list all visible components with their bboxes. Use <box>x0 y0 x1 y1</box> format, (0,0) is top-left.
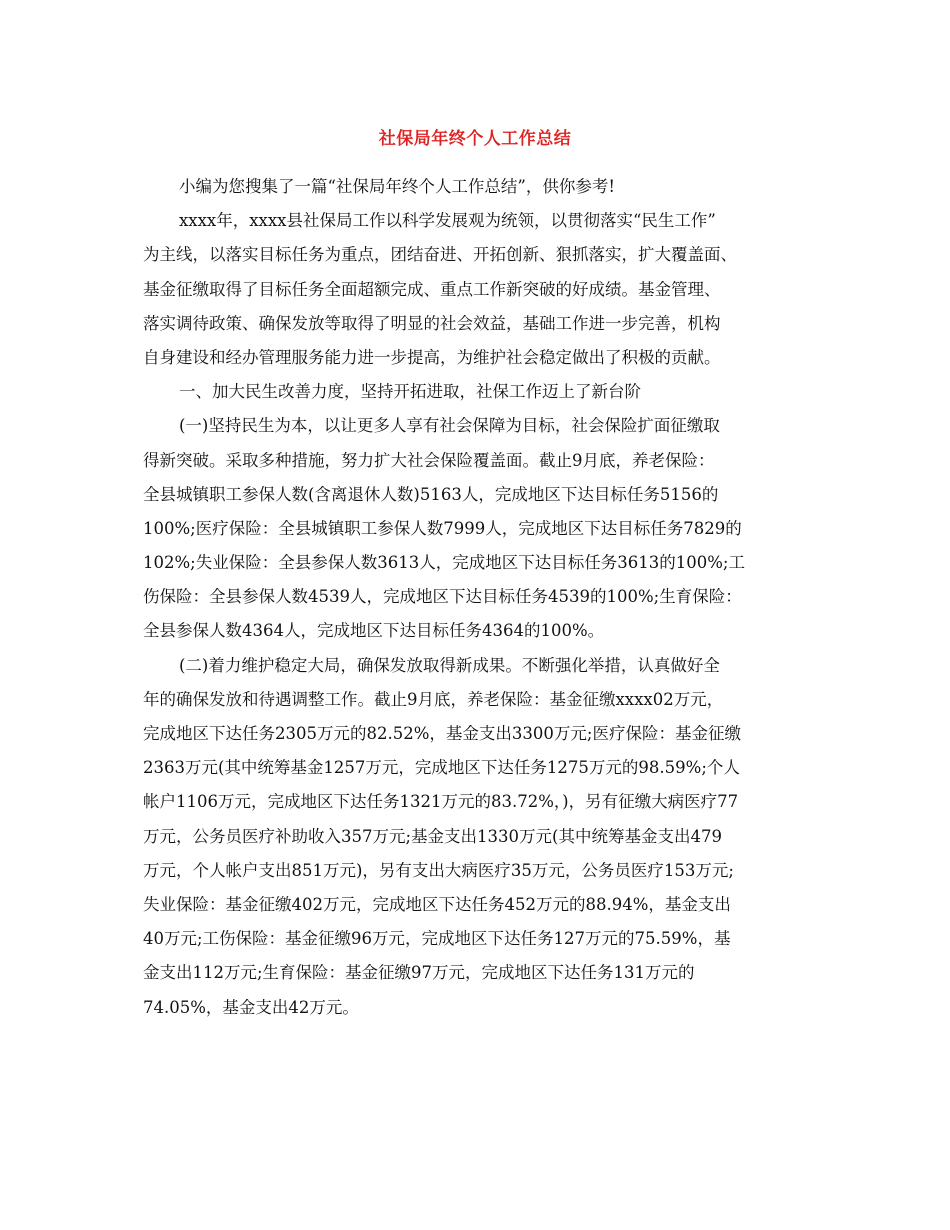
text-line: (一)坚持民生为本，以让更多人享有社会保障为目标，社会保险扩面征缴取 <box>179 416 720 436</box>
text-line: 自身建设和经办管理服务能力进一步提高，为维护社会稳定做出了积极的贡献。 <box>143 347 721 367</box>
text-line: 年的确保发放和待遇调整工作。截止9月底，养老保险：基金征缴xxxx02万元， <box>143 689 724 709</box>
text-line: 2363万元(其中统筹基金1257万元，完成地区下达任务1275万元的98.59%;个人 <box>143 758 740 778</box>
text-line: 40万元;工伤保险：基金征缴96万元，完成地区下达任务127万元的75.59%，基 <box>143 929 731 949</box>
text-line: 落实调待政策、确保发放等取得了明显的社会效益，基础工作进一步完善，机构 <box>143 313 721 333</box>
document-body <box>143 170 808 1025</box>
text-line: 100%;医疗保险：全县城镇职工参保人数7999人，完成地区下达目标任务7829的 <box>143 518 742 538</box>
document-title: 社保局年终个人工作总结 <box>378 129 572 149</box>
text-line: 74.05%，基金支出42万元。 <box>143 997 359 1017</box>
text-line: 全县参保人数4364人，完成地区下达目标任务4364的100%。 <box>143 621 605 641</box>
text-line: 得新突破。采取多种措施，努力扩大社会保险覆盖面。截止9月底，养老保险： <box>143 450 715 470</box>
text-line: 为主线，以落实目标任务为重点，团结奋进、开拓创新、狠抓落实，扩大覆盖面、 <box>143 245 737 265</box>
text-line: 小编为您搜集了一篇“社保局年终个人工作总结”，供你参考! <box>179 177 616 196</box>
text-line: 金支出112万元;生育保险：基金征缴97万元，完成地区下达任务131万元的 <box>143 963 695 983</box>
text-line: 完成地区下达任务2305万元的82.52%，基金支出3300万元;医疗保险：基金征缴 <box>143 724 741 743</box>
text-line: (二)着力维护稳定大局，确保发放取得新成果。不断强化举措，认真做好全 <box>179 655 720 675</box>
text-line: 102%;失业保险：全县参保人数3613人，完成地区下达目标任务3613的100%;工 <box>143 553 745 573</box>
text-line: 万元，个人帐户支出851万元)，另有支出大病医疗35万元，公务员医疗153万元; <box>143 860 734 880</box>
text-line: 伤保险：全县参保人数4539人，完成地区下达目标任务4539的100%;生育保险： <box>143 587 742 607</box>
text-line: 一、加大民生改善力度，坚持开拓进取，社保工作迈上了新台阶 <box>179 382 641 402</box>
text-line: xxxx年，xxxx县社保局工作以科学发展观为统领，以贯彻落实“民生工作” <box>179 211 716 231</box>
text-line: 全县城镇职工参保人数(含离退休人数)5163人，完成地区下达目标任务5156的 <box>143 484 719 504</box>
text-line: 万元，公务员医疗补助收入357万元;基金支出1330万元(其中统筹基金支出479 <box>143 826 722 846</box>
text-line: 帐户1106万元，完成地区下达任务1321万元的83.72%，)，另有征缴大病医疗77 <box>143 792 739 812</box>
text-line: 失业保险：基金征缴402万元，完成地区下达任务452万元的88.94%，基金支出 <box>143 894 731 914</box>
text-line: 基金征缴取得了目标任务全面超额完成、重点工作新突破的好成绩。基金管理、 <box>143 279 721 299</box>
